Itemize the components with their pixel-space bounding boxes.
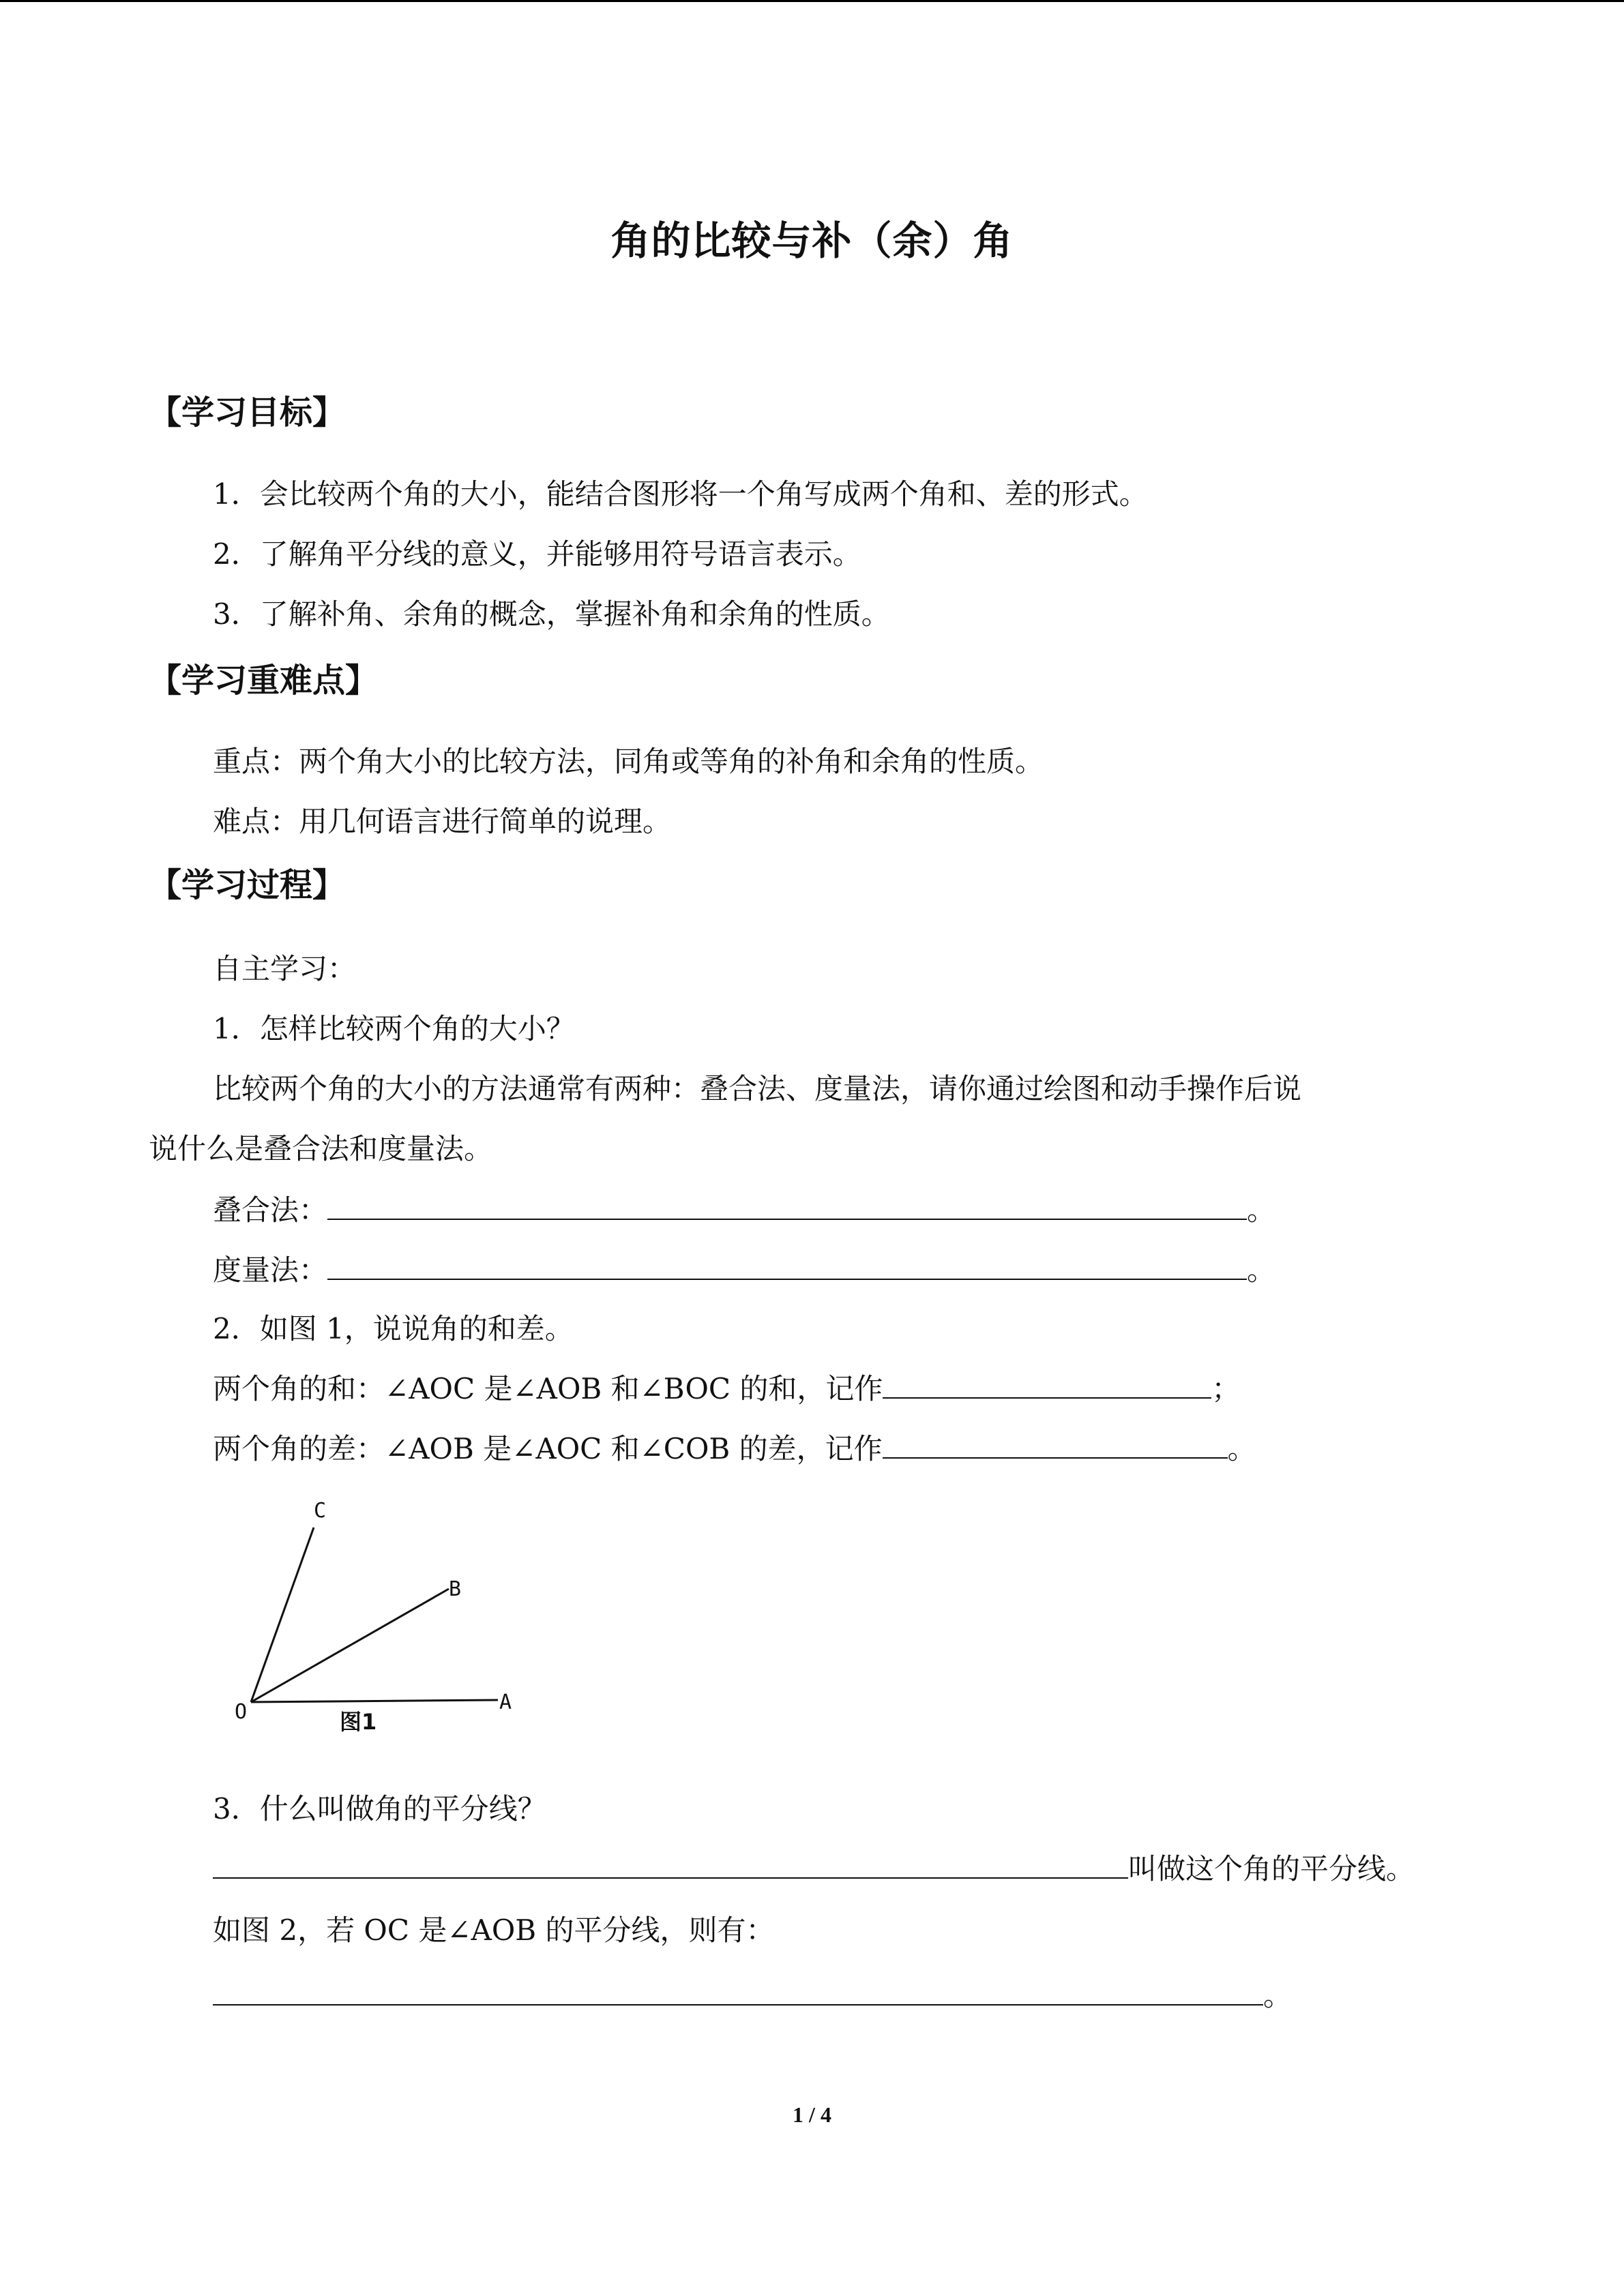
bisector-row — [213, 1851, 1415, 1888]
page-number: 1 / 4 — [793, 2102, 831, 2127]
q1-text-line2: 说什么是叠合法和度量法。 — [149, 1132, 493, 1165]
sum-text: 两个角的和：∠AOC 是∠AOB 和∠BOC 的和，记作 — [213, 1372, 883, 1405]
overlay-method-blank[interactable] — [327, 1193, 1247, 1220]
bisector-relation-row — [213, 1978, 1292, 2014]
q1-text-line1: 比较两个角的大小的方法通常有两种：叠合法、度量法，请你通过绘图和动手操作后说 — [213, 1072, 1302, 1105]
label-a: A — [499, 1690, 512, 1714]
figure-2-text: 如图 2，若 OC 是∠AOB 的平分线，则有： — [213, 1913, 775, 1947]
measure-method-label: 度量法： — [213, 1253, 328, 1287]
bisector-period: 。 — [1263, 1979, 1293, 2012]
measure-method-blank[interactable] — [327, 1253, 1247, 1280]
goal-item-2: 2．了解角平分线的意义，并能够用符号语言表示。 — [213, 537, 861, 571]
label-c: C — [314, 1499, 327, 1523]
key-point-difficulty: 难点：用几何语言进行简单的说理。 — [213, 805, 672, 838]
diff-period: 。 — [1227, 1432, 1256, 1465]
figure-1-angle-diagram — [205, 1487, 559, 1746]
sum-blank[interactable] — [883, 1371, 1211, 1399]
question-1: 1．怎样比较两个角的大小？ — [213, 1012, 575, 1045]
sum-row — [213, 1371, 1240, 1407]
measure-period: 。 — [1247, 1253, 1276, 1287]
measure-method-row — [213, 1252, 1275, 1289]
overlay-method-label: 叠合法： — [213, 1193, 328, 1227]
heading-process: 【学习过程】 — [149, 866, 346, 904]
overlay-period: 。 — [1247, 1193, 1276, 1227]
ray-oc — [251, 1527, 314, 1702]
key-point-focus: 重点：两个角大小的比较方法，同角或等角的补角和余角的性质。 — [213, 745, 1044, 778]
self-study-label: 自主学习： — [213, 952, 357, 985]
goal-item-3: 3．了解补角、余角的概念，掌握补角和余角的性质。 — [213, 597, 890, 631]
diff-blank[interactable] — [883, 1431, 1228, 1459]
diff-text: 两个角的差：∠AOB 是∠AOC 和∠COB 的差，记作 — [213, 1432, 883, 1465]
diff-row — [213, 1431, 1256, 1467]
overlay-method-row — [213, 1192, 1275, 1229]
question-2: 2．如图 1，说说角的和差。 — [213, 1312, 574, 1345]
label-b: B — [449, 1577, 462, 1601]
ray-ob — [251, 1589, 449, 1702]
bisector-relation-blank[interactable] — [213, 1978, 1263, 2006]
bisector-suffix: 叫做这个角的平分线。 — [1128, 1852, 1415, 1885]
ray-oa — [251, 1700, 498, 1702]
heading-goals: 【学习目标】 — [149, 393, 346, 432]
label-o: O — [235, 1700, 248, 1724]
question-3: 3．什么叫做角的平分线？ — [213, 1792, 546, 1825]
bisector-definition-blank[interactable] — [213, 1851, 1128, 1879]
sum-semicolon: ； — [1211, 1372, 1241, 1405]
top-border — [0, 0, 1624, 2]
page-title: 角的比较与补（余）角 — [610, 218, 1014, 264]
figure-1-caption: 图1 — [340, 1709, 377, 1735]
heading-key-points: 【学习重难点】 — [149, 661, 379, 700]
goal-item-1: 1．会比较两个角的大小，能结合图形将一个角写成两个角和、差的形式。 — [213, 477, 1148, 511]
